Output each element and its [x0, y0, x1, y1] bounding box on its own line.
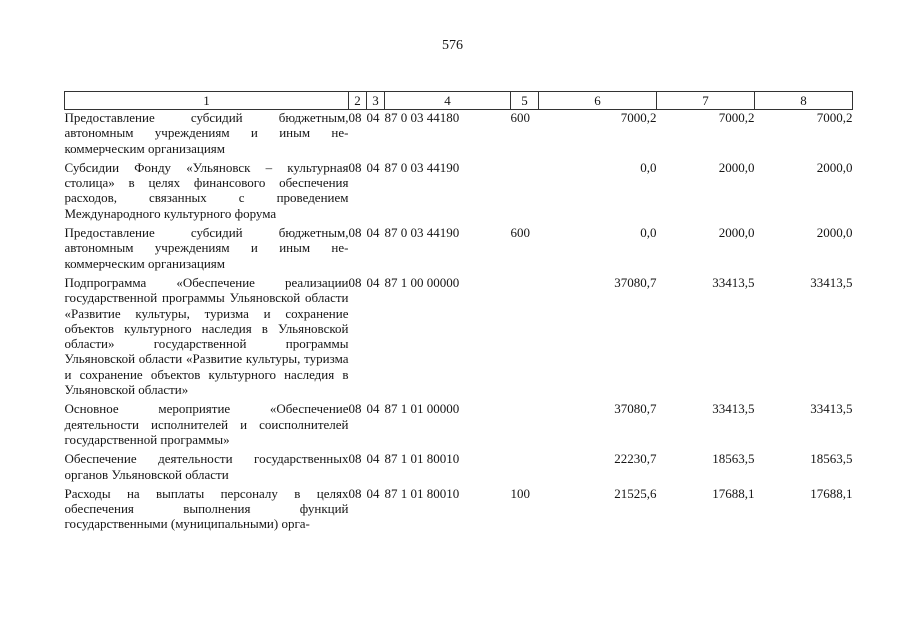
row-name: Расходы на выплаты персоналу в целях обеспечения выполнения функций государственными (муниципальными) орга-	[64, 485, 349, 532]
row-target-article-code: 87 1 01 00000	[384, 401, 460, 417]
row-amount-col8: 17688,1	[810, 485, 853, 501]
row-name: Субсидии Фонду «Ульяновск – культурная столица» в целях финансового обеспечения расходов, связанных с проведением Международного культурного форума	[64, 159, 349, 221]
table-row	[65, 110, 853, 160]
row-section-code: 08	[348, 225, 362, 241]
row-amount-col8: 2000,0	[816, 159, 853, 175]
row-expense-type-code	[511, 451, 539, 486]
row-target-article-code: 87 1 01 80010	[384, 485, 460, 501]
row-amount-col6: 22230,7	[614, 451, 657, 467]
column-header: 3	[367, 92, 385, 110]
column-header: 2	[349, 92, 367, 110]
column-header: 7	[657, 92, 755, 110]
row-amount-col6: 0,0	[640, 159, 657, 175]
row-amount-col7: 7000,2	[718, 110, 755, 125]
row-amount-col6: 37080,7	[614, 274, 657, 290]
row-expense-type-code: 100	[510, 485, 530, 501]
row-subsection-code: 04	[366, 451, 380, 467]
row-subsection-code: 04	[366, 401, 380, 417]
table-row	[65, 401, 853, 451]
row-expense-type-code	[511, 275, 539, 401]
row-name: Подпрограмма «Обеспечение реализации государственной программы Ульяновской области «Развитие культуры, туризма и сохранение объектов культурного наследия в Ульяновской области» государственной программы Ульяновской области «Развитие культуры, туризма и сохранение объектов культурного наследия в Ульяновской области»	[64, 274, 349, 398]
row-amount-col7: 18563,5	[712, 451, 755, 467]
row-section-code: 08	[348, 451, 362, 467]
column-header: 4	[385, 92, 511, 110]
row-amount-col7: 2000,0	[718, 225, 755, 241]
row-amount-col8: 2000,0	[816, 225, 853, 241]
row-section-code: 08	[348, 110, 362, 125]
row-subsection-code: 04	[366, 274, 380, 290]
page-number: 576	[442, 38, 463, 53]
row-amount-col7: 2000,0	[718, 159, 755, 175]
row-expense-type-code	[511, 401, 539, 451]
row-amount-col7: 17688,1	[712, 485, 755, 501]
header-row	[65, 92, 853, 110]
column-header: 6	[539, 92, 657, 110]
row-section-code: 08	[348, 401, 362, 417]
budget-table	[64, 91, 853, 536]
row-amount-col8: 18563,5	[810, 451, 853, 467]
row-target-article-code: 87 0 03 44180	[384, 110, 460, 125]
row-name: Обеспечение деятельности государственных органов Ульяновской области	[64, 451, 349, 482]
row-amount-col7: 33413,5	[712, 401, 755, 417]
table-row	[65, 160, 853, 225]
row-amount-col7: 33413,5	[712, 274, 755, 290]
row-expense-type-code	[511, 160, 539, 225]
row-name: Основное мероприятие «Обеспечение деятельности исполнителей и соисполнителей государственной программы»	[64, 401, 349, 447]
row-amount-col8: 7000,2	[816, 110, 853, 125]
row-amount-col6: 7000,2	[620, 110, 657, 125]
row-name: Предоставление субсидий бюджетным, автономным учреждениям и иным не-коммерческим организациям	[64, 110, 349, 156]
table-row	[65, 486, 853, 536]
row-subsection-code: 04	[366, 110, 380, 125]
row-amount-col8: 33413,5	[810, 274, 853, 290]
table-row	[65, 275, 853, 401]
row-subsection-code: 04	[366, 159, 380, 175]
row-amount-col6: 0,0	[640, 225, 657, 241]
row-section-code: 08	[348, 274, 362, 290]
row-amount-col6: 37080,7	[614, 401, 657, 417]
column-header: 8	[755, 92, 853, 110]
row-subsection-code: 04	[366, 485, 380, 501]
row-subsection-code: 04	[366, 225, 380, 241]
column-header: 1	[65, 92, 349, 110]
table-row	[65, 451, 853, 486]
column-header: 5	[511, 92, 539, 110]
row-amount-col6: 21525,6	[614, 485, 657, 501]
row-name: Предоставление субсидий бюджетным, автономным учреждениям и иным не-коммерческим организациям	[64, 225, 349, 271]
row-expense-type-code: 600	[510, 225, 530, 241]
row-section-code: 08	[348, 485, 362, 501]
row-target-article-code: 87 1 00 00000	[384, 274, 460, 290]
row-expense-type-code: 600	[510, 110, 530, 125]
row-target-article-code: 87 0 03 44190	[384, 225, 460, 241]
row-section-code: 08	[348, 159, 362, 175]
row-amount-col8: 33413,5	[810, 401, 853, 417]
table-row	[65, 225, 853, 275]
row-target-article-code: 87 1 01 80010	[384, 451, 460, 467]
row-target-article-code: 87 0 03 44190	[384, 159, 460, 175]
